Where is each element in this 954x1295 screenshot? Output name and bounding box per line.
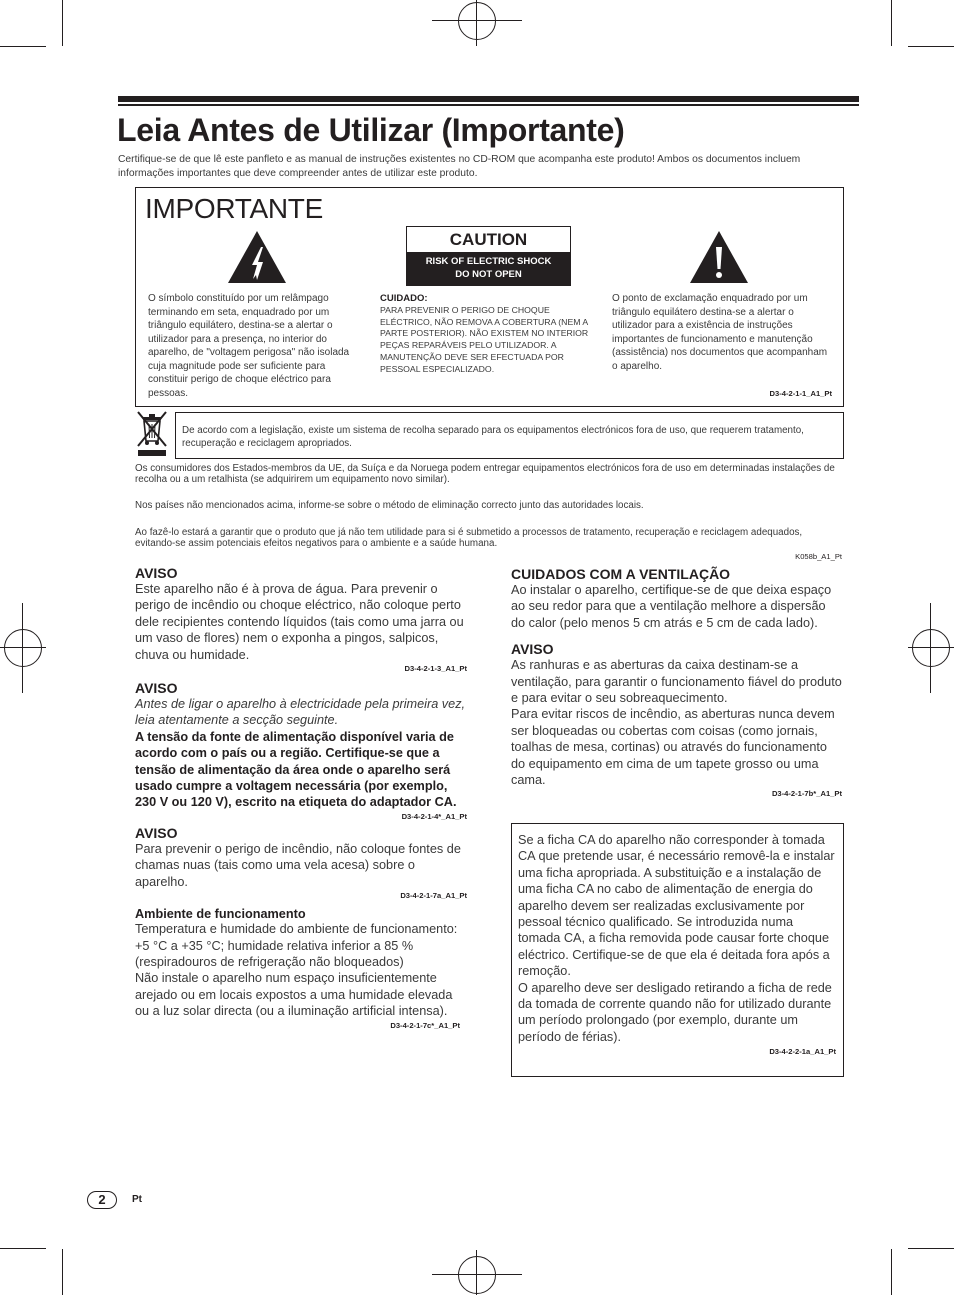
ambiente-code: D3-4-2-1-7c*_A1_Pt: [390, 1020, 460, 1030]
cuidado-label: CUIDADO:: [380, 293, 428, 304]
page-number: 2: [88, 1192, 116, 1208]
ambiente-heading: Ambiente de funcionamento: [135, 907, 306, 922]
weee-box-text: De acordo com a legislação, existe um sistema de recolha separado para os equipamentos electrónicos fora de uso, que requerem tratamento, recuperação e reciclagem apropriados.: [182, 425, 804, 449]
aviso-3-code: D3-4-2-1-7a_A1_Pt: [400, 891, 467, 901]
aviso-1-text: Este aparelho não é à prova de água. Para prevenir o perigo de incêndio ou choque eléctrico, não coloque perto dele recipientes contendo líquidos (tais como uma jarra ou um vaso de flores) nem o exponha a pingos, salpicos, chuva ou humidade.: [135, 582, 464, 662]
plug-notice-text-2: O aparelho deve ser desligado retirando a ficha de rede da tomada de corrente quando não for utilizado durante um período prolongado (por exemplo, durante um período de férias).: [518, 980, 832, 1044]
caution-warning: [407, 252, 570, 285]
cuidado-text: PARA PREVENIR O PERIGO DE CHOQUE ELÉCTRICO, NÃO REMOVA A COBERTURA (NEM A PARTE POSTERIOR). NÃO EXISTEM NO INTERIOR PEÇAS REPARÁVEIS PELO UTILIZADOR. A MANUTENÇÃO DEVE SER EFECTUADA POR PESSOAL ESPECIALIZADO.: [380, 305, 589, 374]
aviso-3-text: Para prevenir o perigo de incêndio, não coloque fontes de chamas nuas (tais como uma vela acesa) sobre o aparelho.: [135, 841, 461, 889]
weee-para-3: Ao fazê-lo estará a garantir que o produto que já não tem utilidade para si é submetido a processos de tratamento, recuperação e reciclagem adequados, evitando-se assim potenciais efeitos negativos para o ambiente e a saúde humana.: [135, 527, 803, 549]
left-column: [135, 565, 467, 1030]
lightning-symbol-description: O símbolo constituído por um relâmpago terminando em seta, enquadrado por um triângulo equilátero, destina-se a alertar o utilizador para a presença, no interior do aparelho, de "voltagem perigosa" não isolada cuja magnitude pode ser suficiente para constituir perigo de choque eléctrico para pessoas.: [148, 293, 350, 399]
page-language: Pt: [132, 1194, 142, 1205]
weee-para-2: Nos países não mencionados acima, informe-se sobre o método de eliminação correcto junto das autoridades locais.: [135, 500, 644, 511]
aviso-1-code: D3-4-2-1-3_A1_Pt: [404, 664, 467, 674]
importante-title: IMPORTANTE: [145, 193, 323, 224]
caution-line-1: RISK OF ELECTRIC SHOCK: [425, 256, 552, 267]
header-rule-thin: [118, 104, 859, 106]
aviso-2-bold-text: A tensão da fonte de alimentação disponível varia de acordo com o país ou a região. Certifique-se que a tensão de alimentação da área onde o aparelho será usado cumpre a voltagem necessária (por exemplo, 230 V ou 120 V), escrito na etiqueta do adaptador CA.: [135, 729, 457, 810]
plug-notice-code: D3-4-2-2-1a_A1_Pt: [769, 1047, 836, 1057]
plug-notice-content: [518, 832, 836, 1056]
ventilation-text: Ao instalar o aparelho, certifique-se de que deixa espaço ao seu redor para que a ventilação melhore a dispersão do calor (pelo menos 5 cm atrás e 5 cm de cada lado).: [511, 583, 832, 630]
aviso-right-code: D3-4-2-1-7b*_A1_Pt: [771, 789, 842, 799]
cuidado-section: [380, 292, 595, 375]
aviso-3-heading: AVISO: [135, 824, 178, 841]
importante-code: D3-4-2-1-1_A1_Pt: [769, 389, 832, 398]
right-column: [511, 566, 842, 798]
aviso-right-heading: AVISO: [511, 641, 554, 658]
aviso-2-code: D3-4-2-1-4*_A1_Pt: [401, 811, 467, 821]
caution-line-2: DO NOT OPEN: [455, 269, 522, 280]
aviso-right-text-1: As ranhuras e as aberturas da caixa destinam-se a ventilação, para garantir o funcionamento fiável do produto e para evitar o seu sobreaquecimento.: [511, 658, 842, 706]
ambiente-text-2: +5 °C a +35 °C; humidade relativa inferior a 85 % (respiradouros de refrigeração não bloqueados): [135, 938, 414, 969]
ventilation-heading: CUIDADOS COM A VENTILAÇÃO: [511, 566, 731, 582]
exclamation-warning-icon: [688, 229, 750, 285]
crossed-bin-icon: [135, 408, 169, 458]
lightning-warning-icon: [226, 229, 288, 285]
weee-code: K058b_A1_Pt: [795, 552, 842, 561]
header-rule-thick: [118, 96, 859, 102]
page-title: Leia Antes de Utilizar (Importante): [117, 112, 625, 148]
intro-text: Certifique-se de que lê este panfleto e as manual de instruções existentes no CD-ROM que acompanha este produto! Ambos os documentos incluem informações importantes que deve compreender antes de utilizar este produto.: [118, 154, 801, 179]
aviso-1-heading: AVISO: [135, 565, 178, 581]
aviso-right-text-2: Para evitar riscos de incêndio, as aberturas nunca devem ser bloqueadas ou cobertas com coisas (como jornais, toalhas de mesa, cortinas) ou através do funcionamento do equipamento em cima de um tapete grosso ou uma cama.: [511, 707, 835, 788]
aviso-2-italic-text: Antes de ligar o aparelho à electricidade pela primeira vez, leia atentamente a secção seguinte.: [135, 697, 466, 728]
caution-heading: CAUTION: [449, 230, 528, 249]
weee-para-1: Os consumidores dos Estados-membros da UE, da Suíça e da Noruega podem entregar equipamentos electrónicos fora de uso em determinadas instalações de recolha ou a um retalhista (se adquirirem um equipamento novo similar).: [135, 463, 835, 485]
aviso-2-heading: AVISO: [135, 680, 178, 697]
exclamation-symbol-description: O ponto de exclamação enquadrado por um triângulo equilátero destina-se a alertar o utilizador para a existência de instruções importantes de funcionamento e manutenção (assistência) nos documentos que acompanham o aparelho.: [612, 293, 828, 372]
plug-notice-text-1: Se a ficha CA do aparelho não corresponder à tomada CA que pretende usar, é necessário removê-la e instalar uma ficha apropriada. A substituição e a instalação de uma ficha CA no cabo de alimentação de energia do aparelho devem ser realizadas exclusivamente por pessoal técnico qualificado. Se introduzida numa tomada CA, a ficha removida pode causar forte choque eléctrico. Certifique-se de que ela é deitada fora após a remoção.: [518, 833, 835, 979]
caution-label-box: [406, 226, 571, 286]
ambiente-text-3: Não instale o aparelho num espaço insuficientemente arejado ou em locais expostos a uma humidade elevada ou a luz solar directa (ou a iluminação artificial intensa).: [135, 971, 453, 1019]
ambiente-text-1: Temperatura e humidade do ambiente de funcionamento:: [135, 922, 458, 937]
